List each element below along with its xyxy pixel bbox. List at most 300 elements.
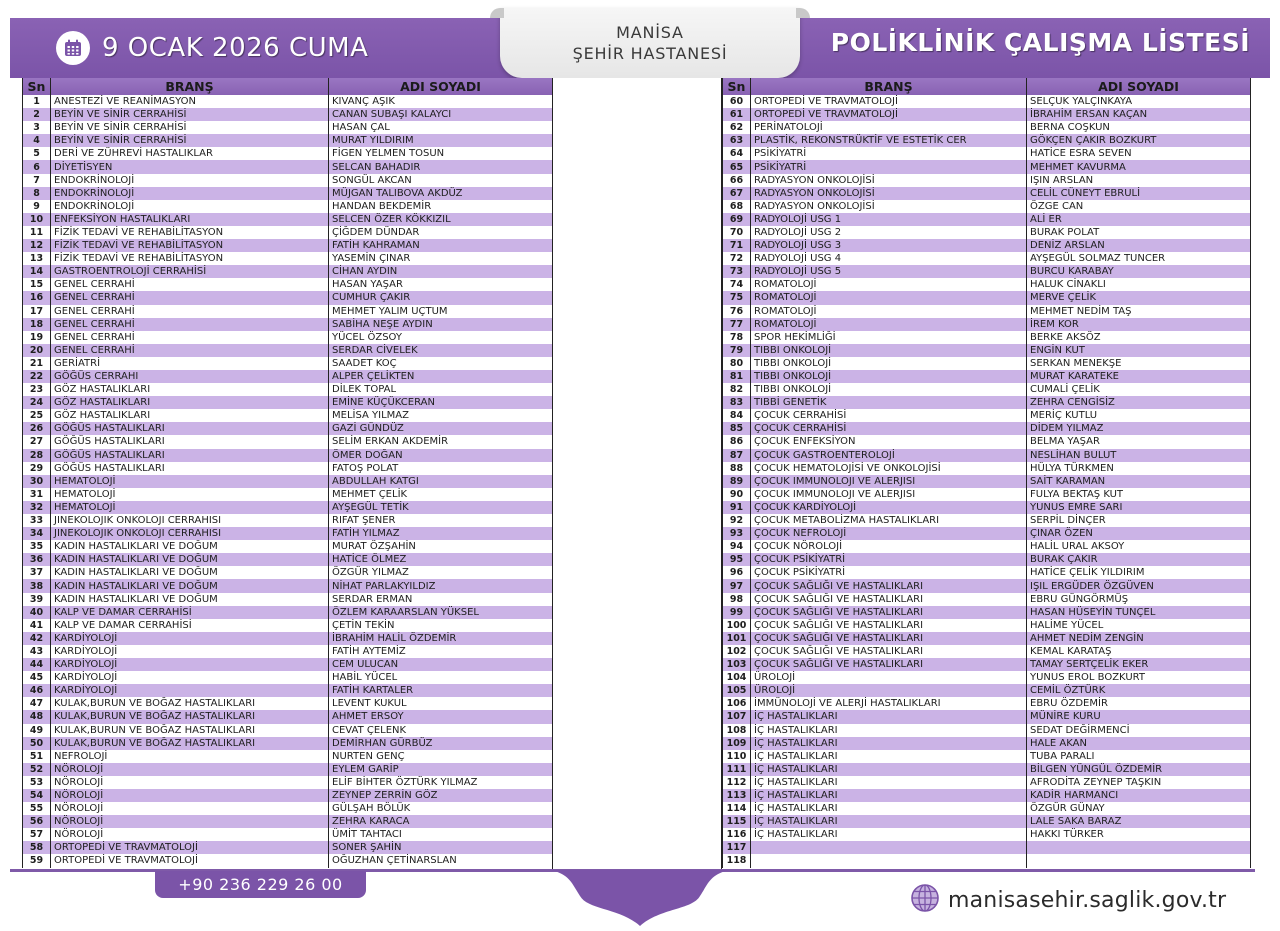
table-row	[23, 213, 553, 226]
department-cell: RADYOLOJİ USG 1	[751, 213, 1027, 226]
table-row	[723, 239, 1251, 252]
row-number: 4	[23, 134, 51, 147]
row-number: 70	[723, 226, 751, 239]
row-number: 39	[23, 593, 51, 606]
row-number: 69	[723, 213, 751, 226]
doctor-name-cell: ZEHRA CENGİSİZ	[1027, 396, 1251, 409]
doctor-name-cell: YUNUS EMRE SARI	[1027, 501, 1251, 514]
department-cell: GENEL CERRAHİ	[51, 344, 329, 357]
row-number: 13	[23, 252, 51, 265]
row-number: 114	[723, 802, 751, 815]
department-cell: PSİKİYATRİ	[751, 160, 1027, 173]
table-row	[23, 501, 553, 514]
doctor-name-cell: YASEMİN ÇINAR	[329, 252, 553, 265]
table-row	[23, 409, 553, 422]
row-number: 8	[23, 187, 51, 200]
row-number: 49	[23, 724, 51, 737]
doctor-name-cell: GÖKÇEN ÇAKIR BOZKURT	[1027, 134, 1251, 147]
table-row	[723, 409, 1251, 422]
doctor-name-cell: DEMİRHAN GÜRBÜZ	[329, 737, 553, 750]
row-number: 47	[23, 697, 51, 710]
row-number: 24	[23, 396, 51, 409]
website-link[interactable]	[910, 883, 1226, 917]
department-cell: ORTOPEDİ VE TRAVMATOLOJİ	[751, 108, 1027, 121]
department-cell: ÇOCUK SAĞLIĞI VE HASTALIKLARI	[751, 593, 1027, 606]
table-row	[23, 291, 553, 304]
table-row	[723, 841, 1251, 854]
table-row	[723, 174, 1251, 187]
department-cell: GÖZ HASTALIKLARI	[51, 383, 329, 396]
table-row	[23, 147, 553, 160]
row-number: 19	[23, 331, 51, 344]
table-row	[23, 475, 553, 488]
table-row	[723, 462, 1251, 475]
department-cell: NÖROLOJİ	[51, 763, 329, 776]
department-cell: İÇ HASTALIKLARI	[751, 789, 1027, 802]
row-number: 101	[723, 632, 751, 645]
table-row	[723, 514, 1251, 527]
row-number: 68	[723, 200, 751, 213]
table-row	[23, 579, 553, 592]
table-row	[23, 828, 553, 841]
table-row	[723, 553, 1251, 566]
row-number: 87	[723, 449, 751, 462]
table-row	[23, 841, 553, 854]
row-number: 6	[23, 160, 51, 173]
table-row	[23, 776, 553, 789]
row-number: 30	[23, 475, 51, 488]
department-cell: NÖROLOJİ	[51, 802, 329, 815]
doctor-name-cell: HATİCE ESRA SEVEN	[1027, 147, 1251, 160]
doctor-name-cell: EMİNE KÜÇÜKCERAN	[329, 396, 553, 409]
department-cell: RADYOLOJİ USG 3	[751, 239, 1027, 252]
department-cell: İÇ HASTALIKLARI	[751, 763, 1027, 776]
department-cell: HEMATOLOJİ	[51, 501, 329, 514]
row-number: 99	[723, 606, 751, 619]
department-cell: NÖROLOJİ	[51, 815, 329, 828]
department-cell: ENDOKRİNOLOJİ	[51, 200, 329, 213]
doctor-name-cell: SABİHA NEŞE AYDIN	[329, 318, 553, 331]
schedule-table-right	[722, 78, 1251, 868]
table-row	[23, 789, 553, 802]
doctor-name-cell: HALİME YÜCEL	[1027, 619, 1251, 632]
row-number: 48	[23, 710, 51, 723]
row-number: 22	[23, 370, 51, 383]
doctor-name-cell: BURAK ÇAKIR	[1027, 553, 1251, 566]
table-row	[723, 278, 1251, 291]
department-cell: GÖĞÜS HASTALIKLARI	[51, 462, 329, 475]
website-url: manisasehir.saglik.gov.tr	[948, 887, 1227, 913]
row-number: 118	[723, 854, 751, 867]
department-cell: PLASTİK, REKONSTRÜKTİF VE ESTETİK CER	[751, 134, 1027, 147]
doctor-name-cell: YÜCEL ÖZSOY	[329, 331, 553, 344]
department-cell: TIBBI ONKOLOJİ	[751, 383, 1027, 396]
doctor-name-cell: LEVENT KUKUL	[329, 697, 553, 710]
table-row	[723, 475, 1251, 488]
center-spacer-column	[552, 78, 722, 870]
row-number: 108	[723, 724, 751, 737]
department-cell: ANESTEZİ VE REANİMASYON	[51, 95, 329, 108]
table-row	[723, 213, 1251, 226]
department-cell: RADYOLOJİ USG 5	[751, 265, 1027, 278]
row-number: 41	[23, 619, 51, 632]
table-row	[23, 854, 553, 867]
department-cell: NÖROLOJİ	[51, 828, 329, 841]
doctor-name-cell: SERKAN MENEKŞE	[1027, 357, 1251, 370]
doctor-name-cell: ÖZLEM KARAARSLAN YÜKSEL	[329, 606, 553, 619]
doctor-name-cell: MEHMET YALIM UÇTUM	[329, 305, 553, 318]
department-cell: KALP VE DAMAR CERRAHİSİ	[51, 619, 329, 632]
department-cell: ENDOKRİNOLOJİ	[51, 174, 329, 187]
department-cell: ÇOCUK HEMATOLOJİSİ VE ONKOLOJİSİ	[751, 462, 1027, 475]
row-number: 65	[723, 160, 751, 173]
department-cell: KARDİYOLOJİ	[51, 684, 329, 697]
table-row	[23, 344, 553, 357]
date-block	[56, 28, 368, 68]
table-header-row	[23, 78, 553, 95]
department-cell: HEMATOLOJİ	[51, 488, 329, 501]
table-row	[23, 187, 553, 200]
table-row	[723, 265, 1251, 278]
table-row	[23, 134, 553, 147]
row-number: 79	[723, 344, 751, 357]
table-row	[723, 200, 1251, 213]
table-row	[23, 357, 553, 370]
doctor-name-cell: NİHAT PARLAKYILDIZ	[329, 579, 553, 592]
doctor-name-cell: CUMALİ ÇELİK	[1027, 383, 1251, 396]
department-cell: ÇOCUK GASTROENTEROLOJİ	[751, 449, 1027, 462]
department-cell: ÇOCUK SAĞLIĞI VE HASTALIKLARI	[751, 632, 1027, 645]
row-number: 37	[23, 566, 51, 579]
department-cell: ÇOCUK SAĞLIĞI VE HASTALIKLARI	[751, 645, 1027, 658]
row-number: 66	[723, 174, 751, 187]
department-cell: ÇOCUK ENFEKSİYON	[751, 435, 1027, 448]
row-number: 40	[23, 606, 51, 619]
department-cell: GENEL CERRAHİ	[51, 305, 329, 318]
row-number: 12	[23, 239, 51, 252]
doctor-name-cell: ELİF BİHTER ÖZTÜRK YILMAZ	[329, 776, 553, 789]
table-row	[23, 95, 553, 108]
doctor-name-cell: MEHMET NEDİM TAŞ	[1027, 305, 1251, 318]
doctor-name-cell: ÖZGÜR YILMAZ	[329, 566, 553, 579]
calendar-icon	[56, 31, 90, 65]
doctor-name-cell: AFRODİTA ZEYNEP TAŞKIN	[1027, 776, 1251, 789]
doctor-name-cell: YUNUS EROL BOZKURT	[1027, 671, 1251, 684]
doctor-name-cell: CANAN SUBAŞI KALAYCI	[329, 108, 553, 121]
department-cell: KADIN HASTALIKLARI VE DOĞUM	[51, 566, 329, 579]
doctor-name-cell: FATİH YILMAZ	[329, 527, 553, 540]
doctor-name-cell	[1027, 841, 1251, 854]
department-cell: GÖZ HASTALIKLARI	[51, 396, 329, 409]
table-row	[723, 527, 1251, 540]
globe-icon	[910, 883, 940, 917]
department-cell: KADIN HASTALIKLARI VE DOĞUM	[51, 579, 329, 592]
doctor-name-cell: FATİH AYTEMİZ	[329, 645, 553, 658]
department-cell: KADIN HASTALIKLARI VE DOĞUM	[51, 553, 329, 566]
row-number: 18	[23, 318, 51, 331]
department-cell: JINEKOLOJIK ONKOLOJI CERRAHISI	[51, 527, 329, 540]
row-number: 25	[23, 409, 51, 422]
table-row	[23, 566, 553, 579]
row-number: 109	[723, 737, 751, 750]
row-number: 53	[23, 776, 51, 789]
table-row	[23, 593, 553, 606]
department-cell: FİZİK TEDAVİ VE REHABİLİTASYON	[51, 239, 329, 252]
department-cell: İÇ HASTALIKLARI	[751, 737, 1027, 750]
table-row	[723, 449, 1251, 462]
table-row	[723, 828, 1251, 841]
table-row	[23, 632, 553, 645]
department-cell: KULAK,BURUN VE BOĞAZ HASTALIKLARI	[51, 697, 329, 710]
row-number: 2	[23, 108, 51, 121]
doctor-name-cell: SERDAR ERMAN	[329, 593, 553, 606]
table-row	[23, 462, 553, 475]
doctor-name-cell: BERNA COŞKUN	[1027, 121, 1251, 134]
row-number: 46	[23, 684, 51, 697]
doctor-name-cell: AYŞEGÜL TETİK	[329, 501, 553, 514]
doctor-name-cell: EBRU GÜNGÖRMÜŞ	[1027, 593, 1251, 606]
department-cell: ENFEKSİYON HASTALIKLARI	[51, 213, 329, 226]
table-row	[723, 606, 1251, 619]
table-row	[723, 344, 1251, 357]
doctor-name-cell: ZEYNEP ZERRİN GÖZ	[329, 789, 553, 802]
row-number: 63	[723, 134, 751, 147]
doctor-name-cell: RIFAT ŞENER	[329, 514, 553, 527]
department-cell: İÇ HASTALIKLARI	[751, 710, 1027, 723]
table-row	[723, 147, 1251, 160]
row-number: 89	[723, 475, 751, 488]
department-cell: KULAK,BURUN VE BOĞAZ HASTALIKLARI	[51, 724, 329, 737]
doctor-name-cell: KIVANÇ AŞIK	[329, 95, 553, 108]
department-cell: ÇOCUK IMMUNOLOJI VE ALERJISI	[751, 488, 1027, 501]
doctor-name-cell: SELCEN ÖZER KÖKKIZIL	[329, 213, 553, 226]
doctor-name-cell: DENİZ ARSLAN	[1027, 239, 1251, 252]
doctor-name-cell: MURAT ÖZŞAHİN	[329, 540, 553, 553]
department-cell: ROMATOLOJİ	[751, 305, 1027, 318]
department-cell	[751, 854, 1027, 867]
department-cell: İÇ HASTALIKLARI	[751, 828, 1027, 841]
table-row	[23, 514, 553, 527]
row-number: 61	[723, 108, 751, 121]
table-row	[23, 710, 553, 723]
doctor-name-cell: GAZİ GÜNDÜZ	[329, 422, 553, 435]
department-cell: ÇOCUK SAĞLIĞI VE HASTALIKLARI	[751, 658, 1027, 671]
table-row	[23, 684, 553, 697]
department-cell: BEYİN VE SİNİR CERRAHİSİ	[51, 134, 329, 147]
department-cell: KADIN HASTALIKLARI VE DOĞUM	[51, 593, 329, 606]
table-row	[23, 488, 553, 501]
table-row	[723, 331, 1251, 344]
doctor-name-cell: BİLGEN YÜNGÜL ÖZDEMİR	[1027, 763, 1251, 776]
row-number: 71	[723, 239, 751, 252]
department-cell: ÜROLOJİ	[751, 684, 1027, 697]
department-cell: GENEL CERRAHİ	[51, 291, 329, 304]
row-number: 29	[23, 462, 51, 475]
department-cell: GENEL CERRAHİ	[51, 318, 329, 331]
row-number: 44	[23, 658, 51, 671]
row-number: 107	[723, 710, 751, 723]
doctor-name-cell: ABDULLAH KATGI	[329, 475, 553, 488]
row-number: 116	[723, 828, 751, 841]
department-cell: PERİNATOLOJİ	[751, 121, 1027, 134]
table-row	[723, 671, 1251, 684]
table-row	[23, 396, 553, 409]
row-number: 72	[723, 252, 751, 265]
doctor-name-cell: NESLİHAN BULUT	[1027, 449, 1251, 462]
row-number: 1	[23, 95, 51, 108]
doctor-name-cell: HALE AKAN	[1027, 737, 1251, 750]
table-row	[723, 187, 1251, 200]
department-cell: BEYİN VE SİNİR CERRAHİSİ	[51, 108, 329, 121]
doctor-name-cell: SAİT KARAMAN	[1027, 475, 1251, 488]
table-row	[23, 802, 553, 815]
department-cell: İÇ HASTALIKLARI	[751, 802, 1027, 815]
department-cell: GÖĞÜS CERRAHI	[51, 370, 329, 383]
table-row	[723, 435, 1251, 448]
row-number: 73	[723, 265, 751, 278]
table-row	[723, 710, 1251, 723]
row-number: 92	[723, 514, 751, 527]
doctor-name-cell: AYŞEGÜL SOLMAZ TUNCER	[1027, 252, 1251, 265]
table-row	[723, 566, 1251, 579]
table-row	[723, 802, 1251, 815]
row-number: 58	[23, 841, 51, 854]
doctor-name-cell: EYLEM GARİP	[329, 763, 553, 776]
department-cell: ÇOCUK PSİKİYATRİ	[751, 553, 1027, 566]
table-row	[23, 383, 553, 396]
table-row	[723, 737, 1251, 750]
doctor-name-cell: SEDAT DEĞİRMENCİ	[1027, 724, 1251, 737]
row-number: 51	[23, 750, 51, 763]
row-number: 16	[23, 291, 51, 304]
doctor-name-cell: CEVAT ÇELENK	[329, 724, 553, 737]
row-number: 115	[723, 815, 751, 828]
doctor-name-cell: NURTEN GENÇ	[329, 750, 553, 763]
row-number: 86	[723, 435, 751, 448]
table-row	[23, 697, 553, 710]
table-row	[723, 291, 1251, 304]
row-number: 55	[23, 802, 51, 815]
row-number: 17	[23, 305, 51, 318]
row-number: 9	[23, 200, 51, 213]
department-cell: İÇ HASTALIKLARI	[751, 776, 1027, 789]
doctor-name-cell: FATOŞ POLAT	[329, 462, 553, 475]
row-number: 104	[723, 671, 751, 684]
doctor-name-cell: GÜLŞAH BÖLÜK	[329, 802, 553, 815]
table-row	[723, 750, 1251, 763]
doctor-name-cell: MEHMET ÇELİK	[329, 488, 553, 501]
doctor-name-cell: SERDAR CİVELEK	[329, 344, 553, 357]
row-number: 28	[23, 449, 51, 462]
department-cell: TIBBİ GENETİK	[751, 396, 1027, 409]
row-number: 31	[23, 488, 51, 501]
department-cell: ÇOCUK NEFROLOJİ	[751, 527, 1027, 540]
row-number: 83	[723, 396, 751, 409]
row-number: 54	[23, 789, 51, 802]
table-row	[23, 763, 553, 776]
doctor-name-cell: AHMET NEDİM ZENGİN	[1027, 632, 1251, 645]
department-cell: ÇOCUK SAĞLIĞI VE HASTALIKLARI	[751, 619, 1027, 632]
row-number: 3	[23, 121, 51, 134]
department-cell: BEYİN VE SİNİR CERRAHİSİ	[51, 121, 329, 134]
row-number: 67	[723, 187, 751, 200]
page-title: POLİKLİNİK ÇALIŞMA LİSTESİ	[830, 28, 1250, 57]
department-cell: FİZİK TEDAVİ VE REHABİLİTASYON	[51, 252, 329, 265]
row-number: 84	[723, 409, 751, 422]
column-header-brans: BRANŞ	[51, 78, 329, 95]
doctor-name-cell: CİHAN AYDIN	[329, 265, 553, 278]
doctor-name-cell: MEHMET KAVURMA	[1027, 160, 1251, 173]
doctor-name-cell	[1027, 854, 1251, 867]
table-row	[23, 527, 553, 540]
table-row	[23, 160, 553, 173]
row-number: 85	[723, 422, 751, 435]
table-row	[723, 422, 1251, 435]
doctor-name-cell: CEMİL ÖZTÜRK	[1027, 684, 1251, 697]
department-cell: KARDİYOLOJİ	[51, 645, 329, 658]
department-cell: İÇ HASTALIKLARI	[751, 750, 1027, 763]
row-number: 26	[23, 422, 51, 435]
table-row	[23, 671, 553, 684]
row-number: 7	[23, 174, 51, 187]
row-number: 110	[723, 750, 751, 763]
doctor-name-cell: ALPER ÇELİKTEN	[329, 370, 553, 383]
row-number: 117	[723, 841, 751, 854]
doctor-name-cell: FİGEN YELMEN TOSUN	[329, 147, 553, 160]
department-cell: RADYASYON ONKOLOJİSİ	[751, 174, 1027, 187]
table-row	[23, 737, 553, 750]
doctor-name-cell: BURCU KARABAY	[1027, 265, 1251, 278]
doctor-name-cell: ÇİĞDEM DÜNDAR	[329, 226, 553, 239]
row-number: 112	[723, 776, 751, 789]
table-row	[23, 252, 553, 265]
doctor-name-cell: TAMAY SERTÇELİK EKER	[1027, 658, 1251, 671]
row-number: 90	[723, 488, 751, 501]
table-row	[23, 278, 553, 291]
row-number: 64	[723, 147, 751, 160]
table-row	[23, 449, 553, 462]
row-number: 100	[723, 619, 751, 632]
doctor-name-cell: ÇETİN TEKİN	[329, 619, 553, 632]
doctor-name-cell: KADİR HARMANCI	[1027, 789, 1251, 802]
table-row	[23, 305, 553, 318]
doctor-name-cell: EBRU ÖZDEMİR	[1027, 697, 1251, 710]
row-number: 95	[723, 553, 751, 566]
table-row	[23, 724, 553, 737]
row-number: 82	[723, 383, 751, 396]
doctor-name-cell: FATİH KARTALER	[329, 684, 553, 697]
row-number: 93	[723, 527, 751, 540]
doctor-name-cell: ZEHRA KARACA	[329, 815, 553, 828]
doctor-name-cell: DİLEK TOPAL	[329, 383, 553, 396]
table-row	[723, 815, 1251, 828]
doctor-name-cell: HANDAN BEKDEMİR	[329, 200, 553, 213]
row-number: 105	[723, 684, 751, 697]
table-row	[723, 121, 1251, 134]
row-number: 94	[723, 540, 751, 553]
table-row	[723, 789, 1251, 802]
row-number: 23	[23, 383, 51, 396]
table-row	[723, 632, 1251, 645]
doctor-name-cell: MERİÇ KUTLU	[1027, 409, 1251, 422]
doctor-name-cell: SONER ŞAHİN	[329, 841, 553, 854]
row-number: 62	[723, 121, 751, 134]
doctor-name-cell: IŞIL ERGÜDER ÖZGÜVEN	[1027, 579, 1251, 592]
department-cell: RADYOLOJİ USG 2	[751, 226, 1027, 239]
table-row	[723, 593, 1251, 606]
table-row	[23, 200, 553, 213]
table-row	[723, 160, 1251, 173]
